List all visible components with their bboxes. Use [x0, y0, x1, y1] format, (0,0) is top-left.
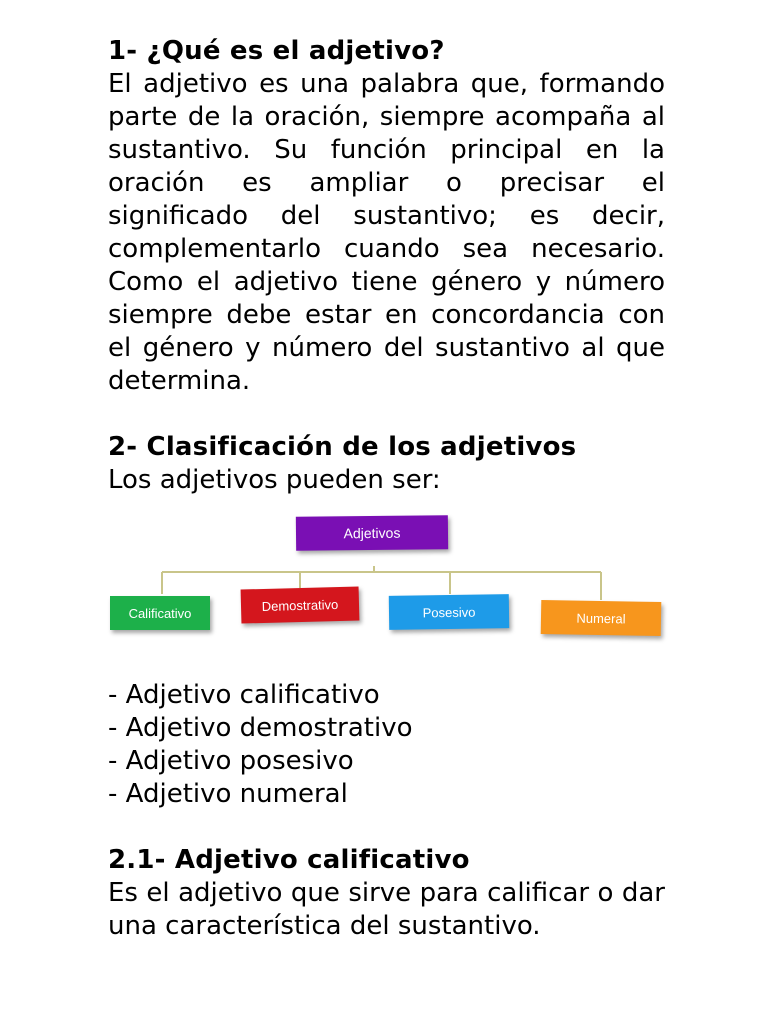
diagram-node-posesivo	[389, 594, 509, 630]
diagram-node-label: Numeral	[576, 610, 626, 626]
diagram-node-label: Posesivo	[422, 604, 476, 620]
section-2-intro: Los adjetivos pueden ser:	[108, 465, 441, 495]
section-2-1-heading: 2.1- Adjetivo calificativo	[108, 845, 470, 875]
diagram-node-demostrativo	[241, 586, 360, 623]
section-2-1-body: Es el adjetivo que sirve para calificar o dar una característica del sustantivo.	[108, 878, 665, 941]
diagram-root-label: Adjetivos	[343, 524, 401, 542]
section-1-body: El adjetivo es una palabra que, formando parte de la oración, siempre acompaña al sustantivo. Su función principal en la oración es ampliar o precisar el significado del sustantivo; es decir, complementarlo cuando sea necesario. Como el adjetivo tiene género y número siempre debe estar en concordancia con el género y número del sustantivo al que determina.	[108, 69, 665, 396]
section-2-heading: 2- Clasificación de los adjetivos	[108, 432, 577, 462]
document-page	[108, 35, 665, 943]
list-item: - Adjetivo calificativo	[108, 680, 380, 710]
section-1-heading: 1- ¿Qué es el adjetivo?	[108, 36, 445, 66]
spacer	[108, 811, 665, 844]
diagram-root-adjetivos	[296, 515, 448, 551]
diagram-node-calificativo	[110, 596, 210, 630]
spacer	[108, 398, 665, 431]
diagram-node-label: Calificativo	[128, 605, 192, 621]
list-item: - Adjetivo demostrativo	[108, 713, 413, 743]
list-item: - Adjetivo numeral	[108, 779, 348, 809]
diagram-node-label: Demostrativo	[261, 596, 339, 614]
adjective-classification-diagram	[108, 514, 665, 679]
list-item: - Adjetivo posesivo	[108, 746, 354, 776]
adjective-type-list	[108, 679, 665, 811]
diagram-node-numeral	[541, 600, 662, 636]
